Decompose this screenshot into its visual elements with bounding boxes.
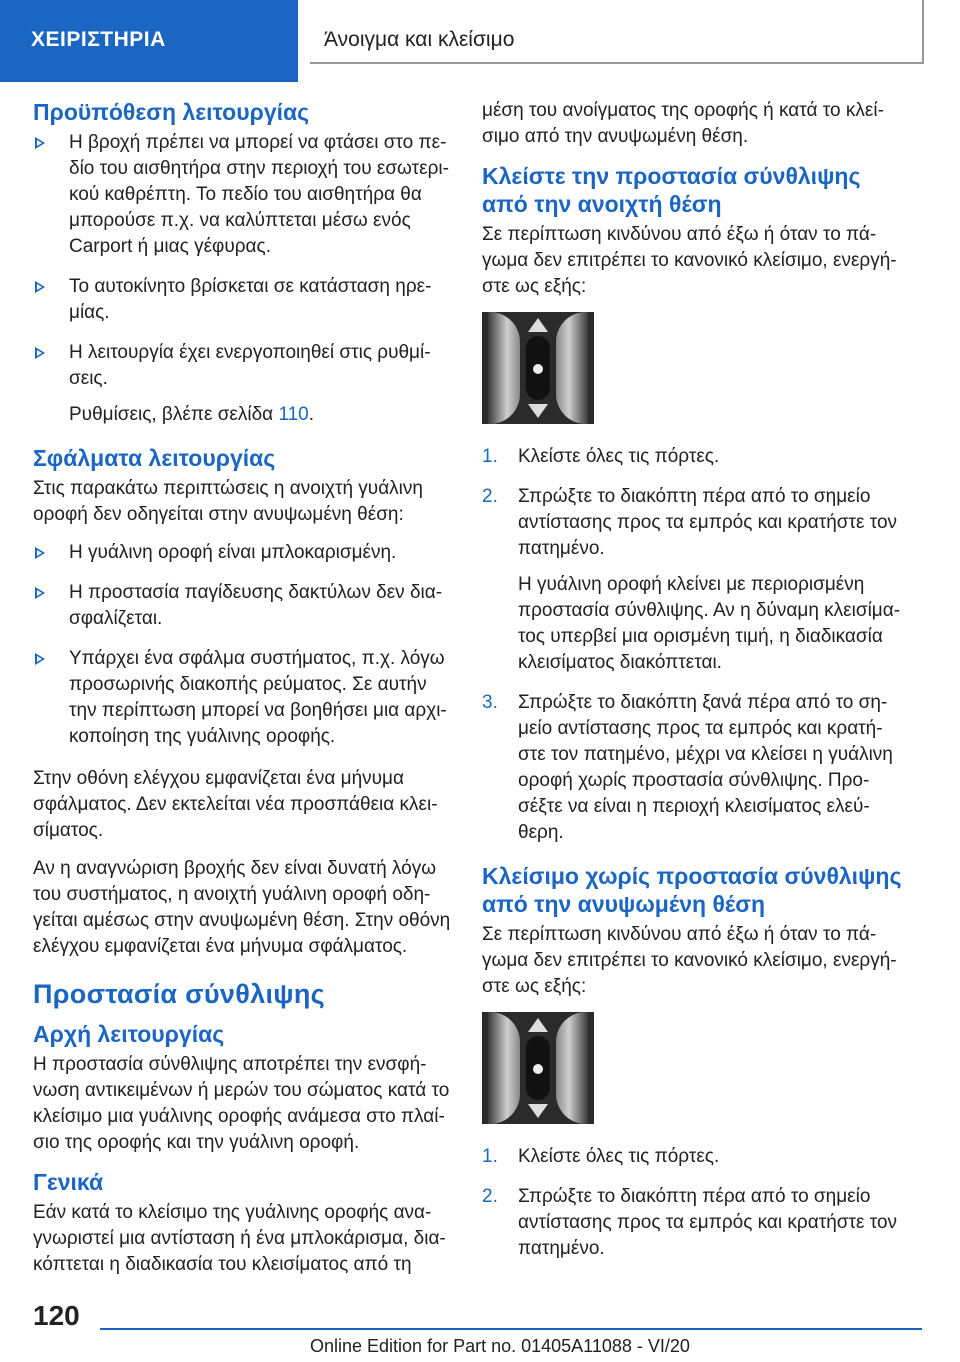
heading-principle: Αρχή λειτουργίας bbox=[33, 1021, 225, 1047]
arrow-down-icon bbox=[528, 404, 548, 418]
header-chapter-title: Άνοιγμα και κλείσιμο bbox=[324, 28, 515, 51]
arrow-up-icon bbox=[528, 1018, 548, 1032]
list-item: 2. Σπρώξτε το διακόπτη πέρα από το σημείο αντίστασης προς τα εμπρός και κρατήστε τον πατημένο. Η γυάλινη οροφή κλείνει με περιορισμένη προστασία σύνθλιψης. Αν η δύναμη κλεισίματος υπερβεί μια ορισμένη τιμή, η διαδικασία κλεισίματος διακόπτεται. bbox=[482, 486, 901, 673]
list-item: Η γυάλινη οροφή είναι μπλοκαρισμένη. bbox=[33, 540, 453, 566]
list-item: Η βροχή πρέπει να μπορεί να φτάσει στο πεδίο του αισθητήρα στην περιοχή του εσωτερικού καθρέπτη. Το πεδίο του αισθητήρα θα μπορούσε π.χ. να καλύπτεται μέσω ενός Carport ή μιας γέφυρας. bbox=[33, 130, 453, 260]
triangle-bullet-icon bbox=[35, 137, 45, 149]
prerequisite-list bbox=[33, 130, 453, 428]
list-item: Η προστασία παγίδευσης δακτύλων δεν διασφαλίζεται. bbox=[33, 580, 453, 632]
paragraph: Σε περίπτωση κινδύνου από έξω ή όταν το πάγωμα δεν επιτρέπει το κανονικό κλείσιμο, ενεργήστε ως εξής: bbox=[482, 224, 897, 297]
header-section-title: ΧΕΙΡΙΣΤΗΡΙΑ bbox=[31, 28, 166, 51]
paragraph: Αν η αναγνώριση βροχής δεν είναι δυνατή λόγω του συστήματος, η ανοιχτή γυάλινη οροφή οδηγείται αμέσως στην ανυψωμένη θέση. Στην οθόνη ελέγχου εμφανίζεται ένα μήνυμα σφάλματος. bbox=[33, 858, 451, 957]
triangle-bullet-icon bbox=[35, 281, 45, 293]
list-item: Υπάρχει ένα σφάλμα συστήματος, π.χ. λόγω προσωρινής διακοπής ρεύματος. Σε αυτήν την περίπτωση μπορεί να βοηθήσει μια αρχικοποίηση της γυάλινης οροφής. bbox=[33, 646, 453, 750]
heading-close-from-open: Κλείστε την προστασία σύνθλιψης από την ανοιχτή θέση bbox=[482, 163, 861, 217]
paragraph: Εάν κατά το κλείσιμο της γυάλινης οροφής αναγνωριστεί μια αντίσταση ή ένα μπλοκάρισμα, διακόπτεται η διαδικασία του κλεισίματος από τη bbox=[33, 1202, 446, 1275]
heading-general: Γενικά bbox=[33, 1169, 104, 1195]
paragraph: Στην οθόνη ελέγχου εμφανίζεται ένα μήνυμα σφάλματος. Δεν εκτελείται νέα προσπάθεια κλεισίματος. bbox=[33, 768, 438, 841]
list-item: 2. Σπρώξτε το διακόπτη πέρα από το σημείο αντίστασης προς τα εμπρός και κρατήστε τον πατημένο. bbox=[482, 1186, 898, 1259]
triangle-bullet-icon bbox=[35, 547, 45, 559]
list-item: 1. Κλείστε όλες τις πόρτες. bbox=[482, 1146, 720, 1167]
list-item: 3. Σπρώξτε το διακόπτη ξανά πέρα από το σημείο αντίστασης προς τα εμπρός και κρατήστε τον πατημένο, μέχρι να κλείσει η γυάλινη οροφή χωρίς προστασία σύνθλιψης. Προσέξτε να είναι η περιοχή κλεισίματος ελεύθερη. bbox=[482, 692, 893, 843]
page-number: 120 bbox=[33, 1300, 80, 1331]
paragraph: Σε περίπτωση κινδύνου από έξω ή όταν το πάγωμα δεν επιτρέπει το κανονικό κλείσιμο, ενεργήστε ως εξής: bbox=[482, 924, 897, 997]
page-link[interactable]: 110 bbox=[278, 404, 309, 425]
roof-switch-photo bbox=[482, 1012, 594, 1124]
triangle-bullet-icon bbox=[35, 653, 45, 665]
steps-list-1 bbox=[482, 444, 902, 846]
paragraph: Στις παρακάτω περιπτώσεις η ανοιχτή γυάλινη οροφή δεν οδηγείται στην ανυψωμένη θέση: bbox=[33, 478, 423, 525]
footer-divider bbox=[100, 1328, 922, 1330]
paragraph: μέση του ανοίγματος της οροφής ή κατά το κλείσιμο από την ανυψωμένη θέση. bbox=[482, 100, 884, 147]
header-section-tab bbox=[0, 0, 298, 82]
right-column bbox=[482, 98, 902, 1278]
roof-switch-photo bbox=[482, 312, 594, 424]
paragraph: Η προστασία σύνθλιψης αποτρέπει την ενσφήνωση αντικειμένων ή μερών του σώματος κατά το κλείσιμο μια γυάλινης οροφής ανάμεσα στο πλαίσιο της οροφής και την γυάλινη οροφή. bbox=[33, 1054, 450, 1153]
heading-malfunctions: Σφάλματα λειτουργίας bbox=[33, 445, 276, 471]
list-item: Η λειτουργία έχει ενεργοποιηθεί στις ρυθμίσεις. Ρυθμίσεις, βλέπε σελίδα 110. bbox=[33, 340, 453, 428]
list-item: Το αυτοκίνητο βρίσκεται σε κατάσταση ηρεμίας. bbox=[33, 274, 453, 326]
header-chapter-box bbox=[310, 0, 924, 64]
malfunction-list bbox=[33, 540, 453, 750]
arrow-down-icon bbox=[528, 1104, 548, 1118]
heading-prerequisite: Προϋπόθεση λειτουργίας bbox=[33, 99, 310, 125]
settings-reference: Ρυθμίσεις, βλέπε σελίδα 110. bbox=[69, 404, 315, 425]
triangle-bullet-icon bbox=[35, 587, 45, 599]
list-item: 1. Κλείστε όλες τις πόρτες. bbox=[482, 446, 720, 467]
left-column bbox=[33, 98, 453, 1290]
footer-edition: Online Edition for Part no. 01405A11088 - VI/20 bbox=[310, 1336, 690, 1356]
arrow-up-icon bbox=[528, 318, 548, 332]
triangle-bullet-icon bbox=[35, 347, 45, 359]
heading-pinch-protection: Προστασία σύνθλιψης bbox=[33, 979, 326, 1009]
heading-close-from-raised: Κλείσιμο χωρίς προστασία σύνθλιψης από την ανυψωμένη θέση bbox=[482, 863, 902, 917]
steps-list-2 bbox=[482, 1144, 902, 1262]
